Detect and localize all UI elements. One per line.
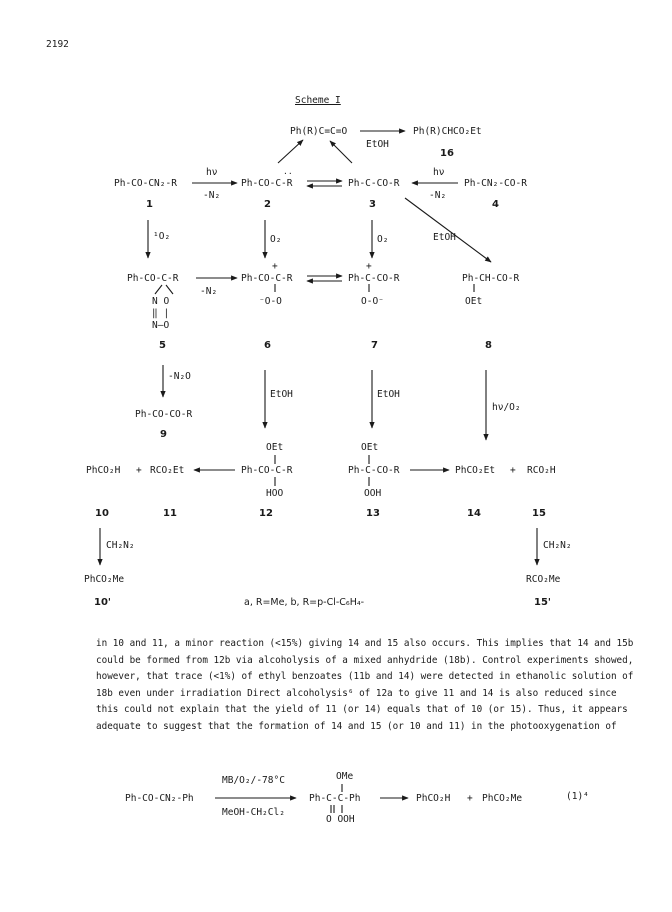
- plus-14-15: +: [510, 465, 516, 476]
- compound-9: Ph-CO-CO-R: [135, 409, 193, 420]
- paragraph-line: this could not explain that the yield of 11 (or 14) equals that of 10 (or 15). Thus, it appears: [96, 704, 628, 715]
- compound-11: RCO₂Et: [150, 465, 185, 476]
- label-11: 11: [163, 508, 177, 519]
- label-1: 1: [146, 199, 153, 210]
- label-8: 8: [485, 340, 492, 351]
- ring-5-row3: N—O: [152, 320, 170, 331]
- ch2n2-right: CH₂N₂: [543, 540, 572, 551]
- ooh-13: OOH: [364, 488, 382, 499]
- label-12: 12: [259, 508, 273, 519]
- minus-n2-right: -N₂: [429, 190, 447, 201]
- oet-13: OEt: [361, 442, 379, 453]
- arrow-3-to-8: [405, 198, 491, 262]
- compound-7: Ph-C-CO-R: [348, 273, 400, 284]
- bond-5-b: [166, 285, 173, 294]
- label-2: 2: [264, 199, 271, 210]
- label-13: 13: [366, 508, 380, 519]
- label-3: 3: [369, 199, 376, 210]
- eq-o-ooh: O OOH: [326, 814, 355, 825]
- label-4: 4: [492, 199, 499, 210]
- compound-8: Ph-CH-CO-R: [462, 273, 520, 284]
- paragraph-line: in 10 and 11, a minor reaction (<15%) giving 14 and 15 also occurs. This implies that 14 and 15b: [96, 638, 634, 649]
- peroxy-6: ⁻O-O: [259, 296, 282, 307]
- etoh-top: EtOH: [366, 139, 389, 150]
- arrow-3-to-ketene: [330, 141, 352, 163]
- peroxy-7: O-O⁻: [361, 296, 384, 307]
- ring-5-row2: ‖ |: [152, 308, 170, 319]
- compound-15p: RCO₂Me: [526, 574, 561, 585]
- label-16: 16: [440, 148, 454, 159]
- label-15p: 15': [534, 597, 551, 608]
- compound-5: Ph-CO-C-R: [127, 273, 179, 284]
- paragraph-line: adequate to suggest that the formation of 14 and 15 (or 10 and 11) in the photooxygenation of: [96, 720, 617, 732]
- hv-right: hν: [433, 167, 445, 178]
- eq-number: (1)⁴: [566, 791, 589, 802]
- hoo-12: HOO: [266, 488, 284, 499]
- minus-n2-left: -N₂: [203, 190, 221, 201]
- o2-label-3: O₂: [377, 234, 389, 245]
- eq-reactant: Ph-CO-CN₂-Ph: [125, 793, 194, 804]
- eq-intermediate: Ph-C-C-Ph: [309, 793, 361, 804]
- paragraph-line: however, that trace (<1%) of ethyl benzoates (11b and 14) were detected in ethanolic solution of: [96, 671, 634, 682]
- label-14: 14: [467, 508, 481, 519]
- compound-13: Ph-C-CO-R: [348, 465, 400, 476]
- body-paragraph: [96, 636, 634, 735]
- o2-label-2: O₂: [270, 234, 282, 245]
- compound-10p: PhCO₂Me: [84, 574, 125, 585]
- etoh-6: EtOH: [270, 389, 293, 400]
- compound-10: PhCO₂H: [86, 465, 121, 476]
- eq-plus: +: [467, 793, 473, 804]
- arrow-2-to-ketene: [278, 140, 303, 163]
- oet-12: OEt: [266, 442, 284, 453]
- ketene: Ph(R)C=C=O: [290, 126, 348, 137]
- bond-5-a: [155, 285, 162, 294]
- eq-product-1: PhCO₂H: [416, 793, 451, 804]
- paragraph-line: 18b even under irradiation Direct alcoholysis⁶ of 12a to give 11 and 14 is also reduced since: [96, 687, 617, 699]
- page-number: 2192: [46, 39, 69, 50]
- etoh-7: EtOH: [377, 389, 400, 400]
- label-10p: 10': [94, 597, 111, 608]
- eq-conditions-top: MB/O₂/-78°C: [222, 775, 285, 786]
- compound-1: Ph-CO-CN₂-R: [114, 178, 177, 189]
- label-7: 7: [371, 340, 378, 351]
- ester-16: Ph(R)CHCO₂Et: [413, 126, 482, 137]
- label-5: 5: [159, 340, 166, 351]
- plus-10-11: +: [136, 465, 142, 476]
- compound-6: Ph-CO-C-R: [241, 273, 293, 284]
- eq-product-2: PhCO₂Me: [482, 793, 523, 804]
- compound-4: Ph-CN₂-CO-R: [464, 178, 527, 189]
- compound-15: RCO₂H: [527, 465, 556, 476]
- hv-o2: hν/O₂: [492, 402, 521, 413]
- plus-7: +: [366, 261, 372, 272]
- compound-14: PhCO₂Et: [455, 465, 496, 476]
- plus-6: +: [272, 261, 278, 272]
- compound-3: Ph-C-CO-R: [348, 178, 400, 189]
- carbene-dots: ··: [283, 169, 293, 178]
- label-15: 15: [532, 508, 546, 519]
- minus-n2-mid: -N₂: [200, 286, 218, 297]
- etoh-diagonal: EtOH: [433, 232, 456, 243]
- eq-ome: OMe: [336, 771, 354, 782]
- ring-5-row1: N O: [152, 296, 170, 307]
- label-6: 6: [264, 340, 271, 351]
- singlet-oxygen-label: ¹O₂: [153, 231, 171, 242]
- compound-12: Ph-CO-C-R: [241, 465, 293, 476]
- scheme-title: Scheme I: [295, 95, 341, 106]
- label-9: 9: [160, 429, 167, 440]
- label-10: 10: [95, 508, 109, 519]
- hv-left: hν: [206, 167, 218, 178]
- ch2n2-left: CH₂N₂: [106, 540, 135, 551]
- oet-8: OEt: [465, 296, 483, 307]
- substituent-legend: a, R=Me, b, R=p-Cl-C₆H₄-: [244, 597, 365, 608]
- compound-2: Ph-CO-C-R: [241, 178, 293, 189]
- eq-conditions-bottom: MeOH-CH₂Cl₂: [222, 807, 285, 818]
- paragraph-line: could be formed from 12b via alcoholysis of a mixed anhydride (18b). Control experiments showed,: [96, 654, 634, 666]
- minus-n2o: -N₂O: [168, 371, 191, 382]
